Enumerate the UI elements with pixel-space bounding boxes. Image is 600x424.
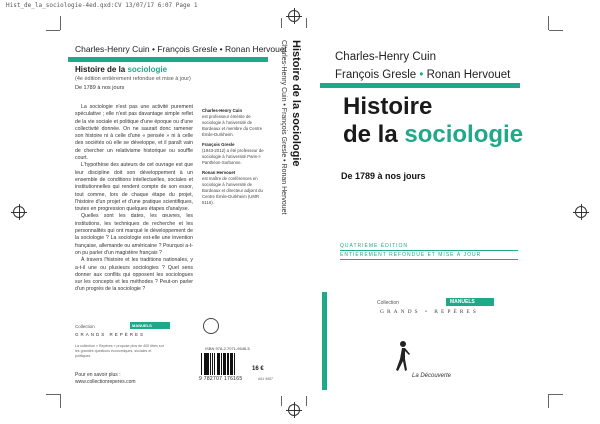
- spine-authors: Charles-Henry Cuin • François Gresle • Ronan Hervouet: [280, 40, 287, 215]
- back-edition: (4e édition entièrement refondue et mise à jour): [75, 76, 191, 82]
- crop-mark: [549, 30, 563, 31]
- url-label: Pour en savoir plus :: [75, 372, 121, 378]
- bio-name: Charles-Henry Cuin: [202, 108, 243, 113]
- registration-mark-icon: [575, 206, 587, 218]
- front-author-1: Charles-Henry Cuin: [335, 51, 436, 63]
- front-author-2: François Gresle: [335, 69, 417, 81]
- back-collection-name: GRANDS REPÈRES: [75, 332, 146, 337]
- bio-item: [202, 108, 268, 138]
- edition-line-2: ENTIÈREMENT REFONDUE ET MISE À JOUR: [340, 252, 482, 258]
- back-title-part2: sociologie: [127, 65, 168, 74]
- spine-title: [290, 40, 302, 215]
- edition-rule: [340, 259, 518, 260]
- crop-mark: [548, 16, 549, 30]
- publisher-logo: La Découverte: [412, 373, 452, 379]
- barcode-bar: [235, 353, 236, 375]
- back-blurb: [75, 104, 193, 294]
- front-title-line1: Histoire: [343, 93, 433, 120]
- blurb-paragraph: À travers l'histoire et les traditions nationales, y a-t-il une ou plusieurs sociologies ? Quel sens donner aux conflits qui opposent les sociologues sur les concepts et les méthodes ? Peut-on parler d'un progrès de la sociologie ?: [75, 257, 193, 293]
- crop-mark: [281, 396, 282, 406]
- author-bios: [202, 108, 268, 210]
- front-title-line2-b: sociologie: [404, 121, 524, 148]
- blurb-paragraph: Quelles sont les dates, les œuvres, les institutions, les techniques de recherche et les personnalités qui ont marqué le développement de la sociologie ? La sociologie est-elle une invention française, allemande ou américaine ? Pourquoi a-t-on pu parler d'un magistère français ?: [75, 213, 193, 256]
- front-title-line2-a: de la: [343, 121, 405, 148]
- price: 16 €: [252, 366, 264, 372]
- front-collection-name: GRANDS • REPÈRES: [380, 309, 479, 315]
- crop-mark: [549, 394, 563, 395]
- edition-line-1: QUATRIÈME ÉDITION: [340, 243, 409, 249]
- crop-mark: [548, 394, 549, 408]
- front-dates: De 1789 à nos jours: [341, 171, 426, 181]
- front-author-line2: [335, 66, 510, 84]
- front-side-bar: [322, 292, 327, 390]
- front-authors: [335, 48, 510, 84]
- registration-mark-icon: [288, 10, 300, 22]
- back-small-info: La collection « Repères » propose plus de 400 titres sur les grandes questions économiques, sociales et politiques.: [75, 344, 164, 358]
- back-title-part1: Histoire de la: [75, 65, 128, 74]
- blurb-paragraph: La sociologie n'est pas une activité purement spéculative ; elle n'est pas davantage simple reflet de la vie sociale et politique d'une époque ou d'une collectivité donnée. On ne saurait donc ramener son histoire ni à celle d'une « pensée » ni à celle des sociétés où elle se développe, et il paraît vain de chercher un relativisme historique ou souffle court.: [75, 104, 193, 162]
- bio-item: [202, 170, 268, 206]
- back-url-block: [75, 372, 136, 386]
- crop-mark: [46, 30, 60, 31]
- crop-mark: [46, 394, 60, 395]
- spine-title-text: Histoire de la sociologie: [290, 40, 302, 167]
- price-code: A61 4987: [258, 377, 273, 381]
- front-title-line2: [343, 121, 523, 149]
- registration-mark-icon: [13, 206, 25, 218]
- back-dates: De 1789 à nos jours: [75, 85, 125, 91]
- spine: [280, 40, 302, 215]
- back-collection-label: Collection: [75, 324, 95, 329]
- bio-text: est professeur émérite de sociologie à l'université de Bordeaux et membre du Centre Émile-Durkheim.: [202, 114, 263, 137]
- registration-mark-icon: [288, 404, 300, 416]
- barcode: [201, 353, 247, 375]
- front-accent-bar: [320, 83, 520, 88]
- eco-logo-icon: [203, 318, 219, 334]
- back-collection-badge: MANUELS: [130, 322, 170, 329]
- author-separator: •: [419, 69, 424, 81]
- edition-rule: [340, 250, 518, 251]
- crop-mark: [60, 16, 61, 30]
- back-authors: Charles-Henry Cuin • François Gresle • Ronan Hervouet: [75, 44, 287, 54]
- barcode-number: 9 782707 176165: [199, 376, 243, 382]
- print-slug: Hist_de_la_sociologie-4ed.qxd:CV 13/07/17 6:07 Page 1: [6, 2, 198, 9]
- front-title: [343, 93, 523, 149]
- walking-figure-icon: [392, 340, 412, 376]
- accent-bar: [68, 57, 268, 62]
- crop-mark: [60, 394, 61, 408]
- bio-item: [202, 142, 268, 166]
- front-collection-label: Collection: [377, 300, 399, 306]
- bio-text: (1943-2012) a été professeur de sociologie à l'université Paris-I-Panthéon-Sorbonne.: [202, 148, 264, 165]
- back-title: [75, 65, 167, 74]
- crop-mark: [306, 396, 307, 406]
- crop-mark: [281, 18, 282, 28]
- bio-text: est maître de conférences en sociologie à l'université de Bordeaux et directeur adjoint du Centre Émile-Durkheim (UMR 5116).: [202, 176, 263, 205]
- isbn: ISBN 978-2-7071-9546-5: [205, 346, 250, 351]
- url-link[interactable]: www.collectionreperes.com: [75, 379, 136, 385]
- blurb-paragraph: L'hypothèse des auteurs de cet ouvrage est que leur discipline doit son développement à un ensemble de conditions intellectuelles, sociales et institutionnelles qui rendent compte de son essor, tout comme, lors de chaque étape du projet, l'histoire d'un projet et d'une pratique scientifiques, toutes en progression quelques étapes d'analyse.: [75, 162, 193, 213]
- bio-name: Ronan Hervouet: [202, 170, 236, 175]
- front-author-3: Ronan Hervouet: [426, 69, 511, 81]
- bio-name: François Gresle: [202, 142, 235, 147]
- front-collection-badge: MANUELS: [446, 298, 494, 306]
- crop-mark: [306, 18, 307, 28]
